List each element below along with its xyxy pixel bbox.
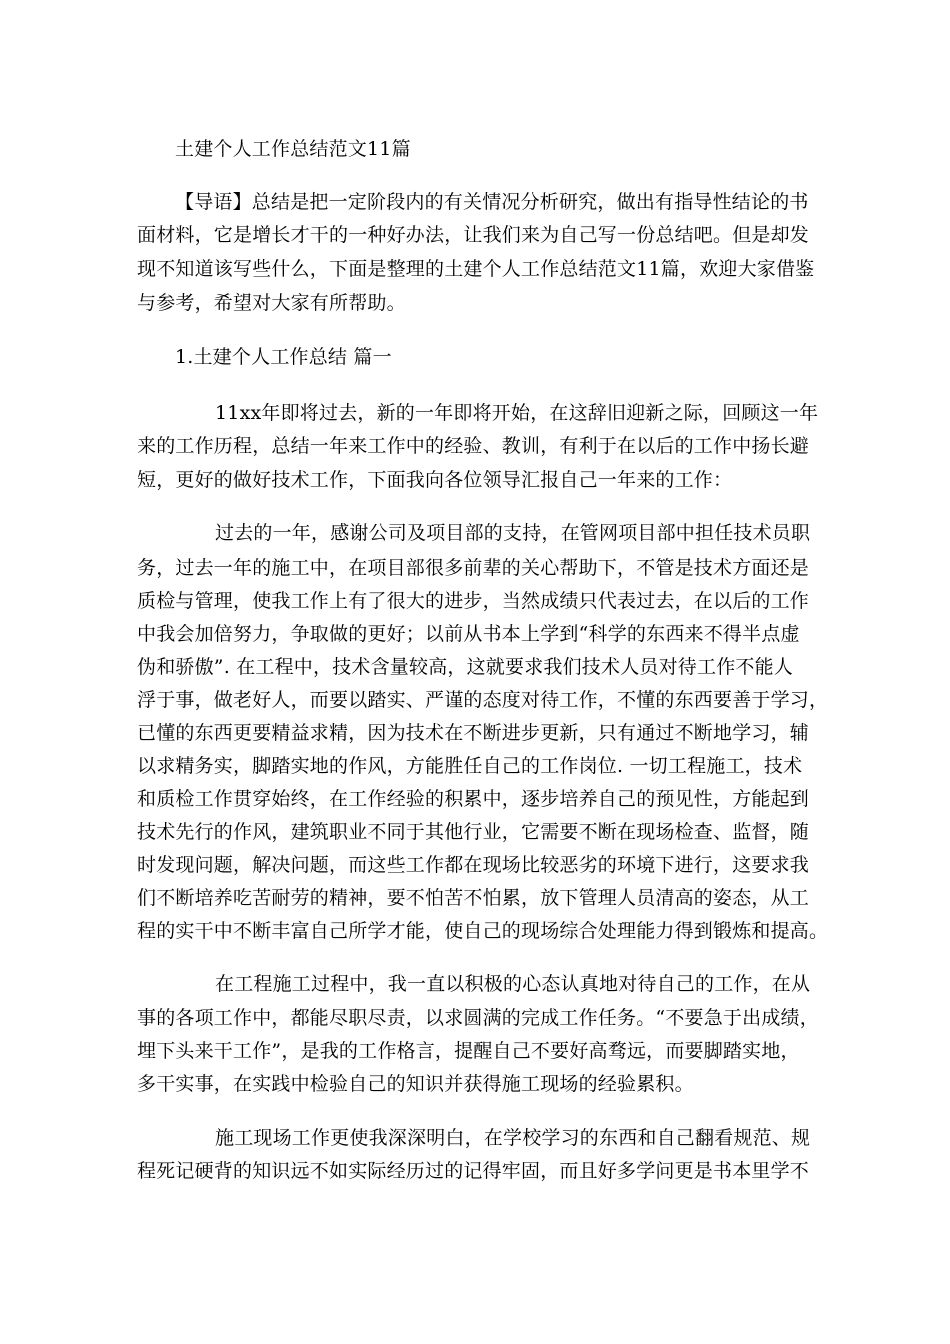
paragraph-line: 在工程施工过程中，我一直以积极的心态认真地对待自己的工作，在从 [215, 973, 811, 995]
paragraph-line: 过去的一年，感谢公司及项目部的支持，在管网项目部中担任技术员职 [215, 522, 811, 544]
paragraph-line: 施工现场工作更使我深深明白，在学校学习的东西和自己翻看规范、规 [215, 1127, 811, 1149]
paragraph-line: 务，过去一年的施工中，在项目部很多前辈的关心帮助下，不管是技术方面还是 [137, 557, 810, 579]
paragraph-line: 已懂的东西更要精益求精，因为技术在不断进步更新，只有通过不断地学习，辅 [137, 722, 810, 744]
paragraph-line: 伪和骄傲”. 在工程中，技术含量较高，这就要求我们技术人员对待工作不能人 [137, 656, 793, 678]
paragraph-line: 11xx年即将过去，新的一年即将开始，在这辞旧迎新之际，回顾这一年 [215, 402, 819, 424]
paragraph-line: 质检与管理，使我工作上有了很大的进步，当然成绩只代表过去，在以后的工作 [137, 590, 810, 612]
paragraph-line: 和质检工作贯穿始终，在工作经验的积累中，逐步培养自己的预见性，方能起到 [137, 788, 810, 810]
intro-line: 【导语】总结是把一定阶段内的有关情况分析研究，做出有指导性结论的书 [175, 191, 809, 213]
paragraph-line: 来的工作历程，总结一年来工作中的经验、教训，有利于在以后的工作中扬长避 [137, 435, 810, 457]
paragraph-line: 事的各项工作中，都能尽职尽责，以求圆满的完成工作任务。“不要急于出成绩， [137, 1007, 819, 1029]
intro-line: 面材料，它是增长才干的一种好办法，让我们来为自己写一份总结吧。但是却发 [137, 224, 810, 246]
intro-line: 现不知道该写些什么，下面是整理的土建个人工作总结范文11篇，欢迎大家借鉴 [137, 258, 815, 280]
paragraph-line: 以求精务实，脚踏实地的作风，方能胜任自己的工作岗位. 一切工程施工，技术 [137, 755, 803, 777]
paragraph-line: 短，更好的做好技术工作，下面我向各位领导汇报自己一年来的工作： [137, 469, 733, 491]
paragraph-line: 多干实事，在实践中检验自己的知识并获得施工现场的经验累积。 [137, 1073, 694, 1095]
paragraph-line: 时发现问题，解决问题，而这些工作都在现场比较恶劣的环境下进行，这要求我 [137, 854, 810, 876]
paragraph-line: 程的实干中不断丰富自己所学才能，使自己的现场综合处理能力得到锻炼和提高。 [137, 920, 829, 942]
document-title: 土建个人工作总结范文11篇 [175, 138, 411, 160]
paragraph-line: 中我会加倍努力，争取做的更好；以前从书本上学到“科学的东西来不得半点虚 [137, 623, 800, 645]
paragraph-line: 技术先行的作风，建筑职业不同于其他行业，它需要不断在现场检查、监督，随 [137, 821, 810, 843]
paragraph-line: 浮于事，做老好人，而要以踏实、严谨的态度对待工作，不懂的东西要善于学习， [137, 689, 829, 711]
paragraph-line: 埋下头来干工作”，是我的工作格言，提醒自己不要好高骛远，而要脚踏实地， [137, 1040, 800, 1062]
paragraph-line: 们不断培养吃苦耐劳的精神，要不怕苦不怕累，放下管理人员清高的姿态，从工 [137, 887, 810, 909]
section-heading: 1.土建个人工作总结 篇一 [175, 346, 392, 368]
paragraph-line: 程死记硬背的知识远不如实际经历过的记得牢固，而且好多学问更是书本里学不 [137, 1160, 810, 1182]
intro-line: 与参考，希望对大家有所帮助。 [137, 292, 406, 314]
